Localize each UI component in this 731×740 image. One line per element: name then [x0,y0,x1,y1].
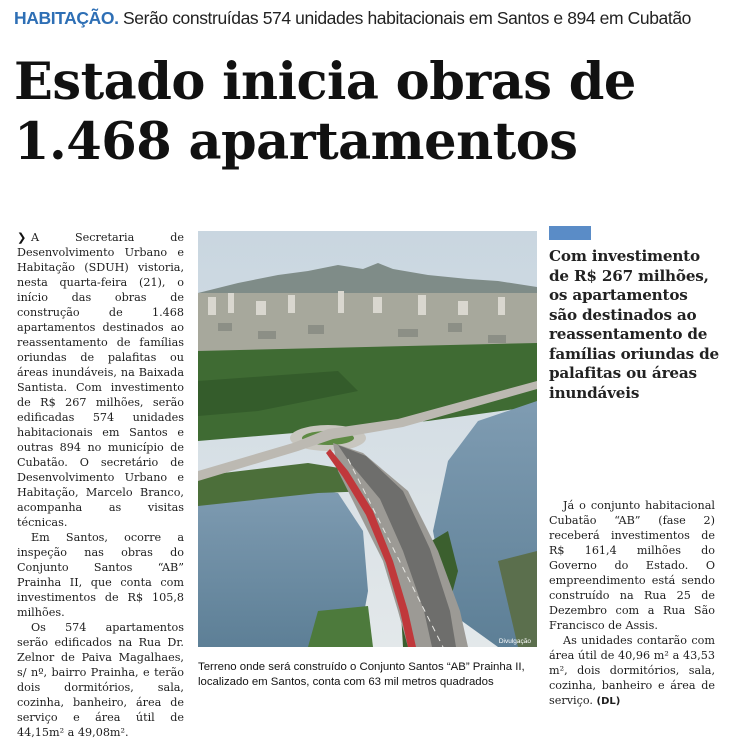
photo-credit: Divulgação [498,638,531,645]
headline-line-1: Estado inicia obras de [14,52,636,112]
left-column [17,230,184,740]
photo-caption: Terreno onde será construído o Conjunto Santos “AB” Prainha II, localizado em Santos, conta com 63 mil metros quadrados [198,661,525,688]
kicker-line [14,6,724,30]
pull-quote-bar [549,226,591,240]
right-column [549,498,715,709]
aerial-photo-image [198,231,537,647]
kicker-subtitle: Serão construídas 574 unidades habitacionais em Santos e 894 em Cubatão [123,8,691,28]
paragraph: Os 574 apartamentos serão edificados na Rua Dr. Zelnor de Paiva Magalhaes, s/ nº, bairro Prainha, e terão dois dormitórios, sala, cozinha, banheiro, área de serviço e área útil de 44,15m² a 49,08m². [17,621,184,739]
paragraph: ❯ A Secretaria de Desenvolvimento Urbano e Habitação (SDUH) vistoria, nesta quarta-feira (21), o início das obras de construção de 1.468 apartamentos destinados ao reassentamento de famílias oriundas de palafitas ou áreas inundáveis, na Baixada Santista. Com investimento de R$ 267 milhões, serão edificadas 574 unidades habitacionais em Santos e outras 894 no município de Cubatão. O secretário de Desenvolvimento Urbano e Habitação, Marcelo Branco, acompanha as visitas técnicas. [17,231,184,529]
section-tag: HABITAÇÃO. [14,8,119,28]
headline [14,52,724,172]
pull-quote: Com investimento de R$ 267 milhões, os apartamentos são destinados ao reassentamento de famílias oriundas de palafitas ou áreas inundáveis [549,247,719,402]
paragraph: Em Santos, ocorre a inspeção nas obras do Conjunto Santos “AB” Prainha II, que conta com investimentos de R$ 105,8 milhões. [17,531,184,619]
aerial-photo [198,231,537,647]
author-signature: (DL) [596,696,621,707]
chevron-right-icon: ❯ [17,231,27,244]
paragraph: As unidades contarão com área útil de 40,96 m² a 43,53 m², dois dormitórios, sala, cozinha, banheiro e área de serviço. (DL) [549,634,715,707]
headline-line-2: 1.468 apartamentos [14,112,578,172]
paragraph: Já o conjunto habitacional Cubatão “AB” (fase 2) receberá investimentos de R$ 161,4 milhões do Governo do Estado. O empreendimento está sendo construído na Rua 25 de Dezembro com a Rua São Francisco de Assis. [549,499,715,632]
